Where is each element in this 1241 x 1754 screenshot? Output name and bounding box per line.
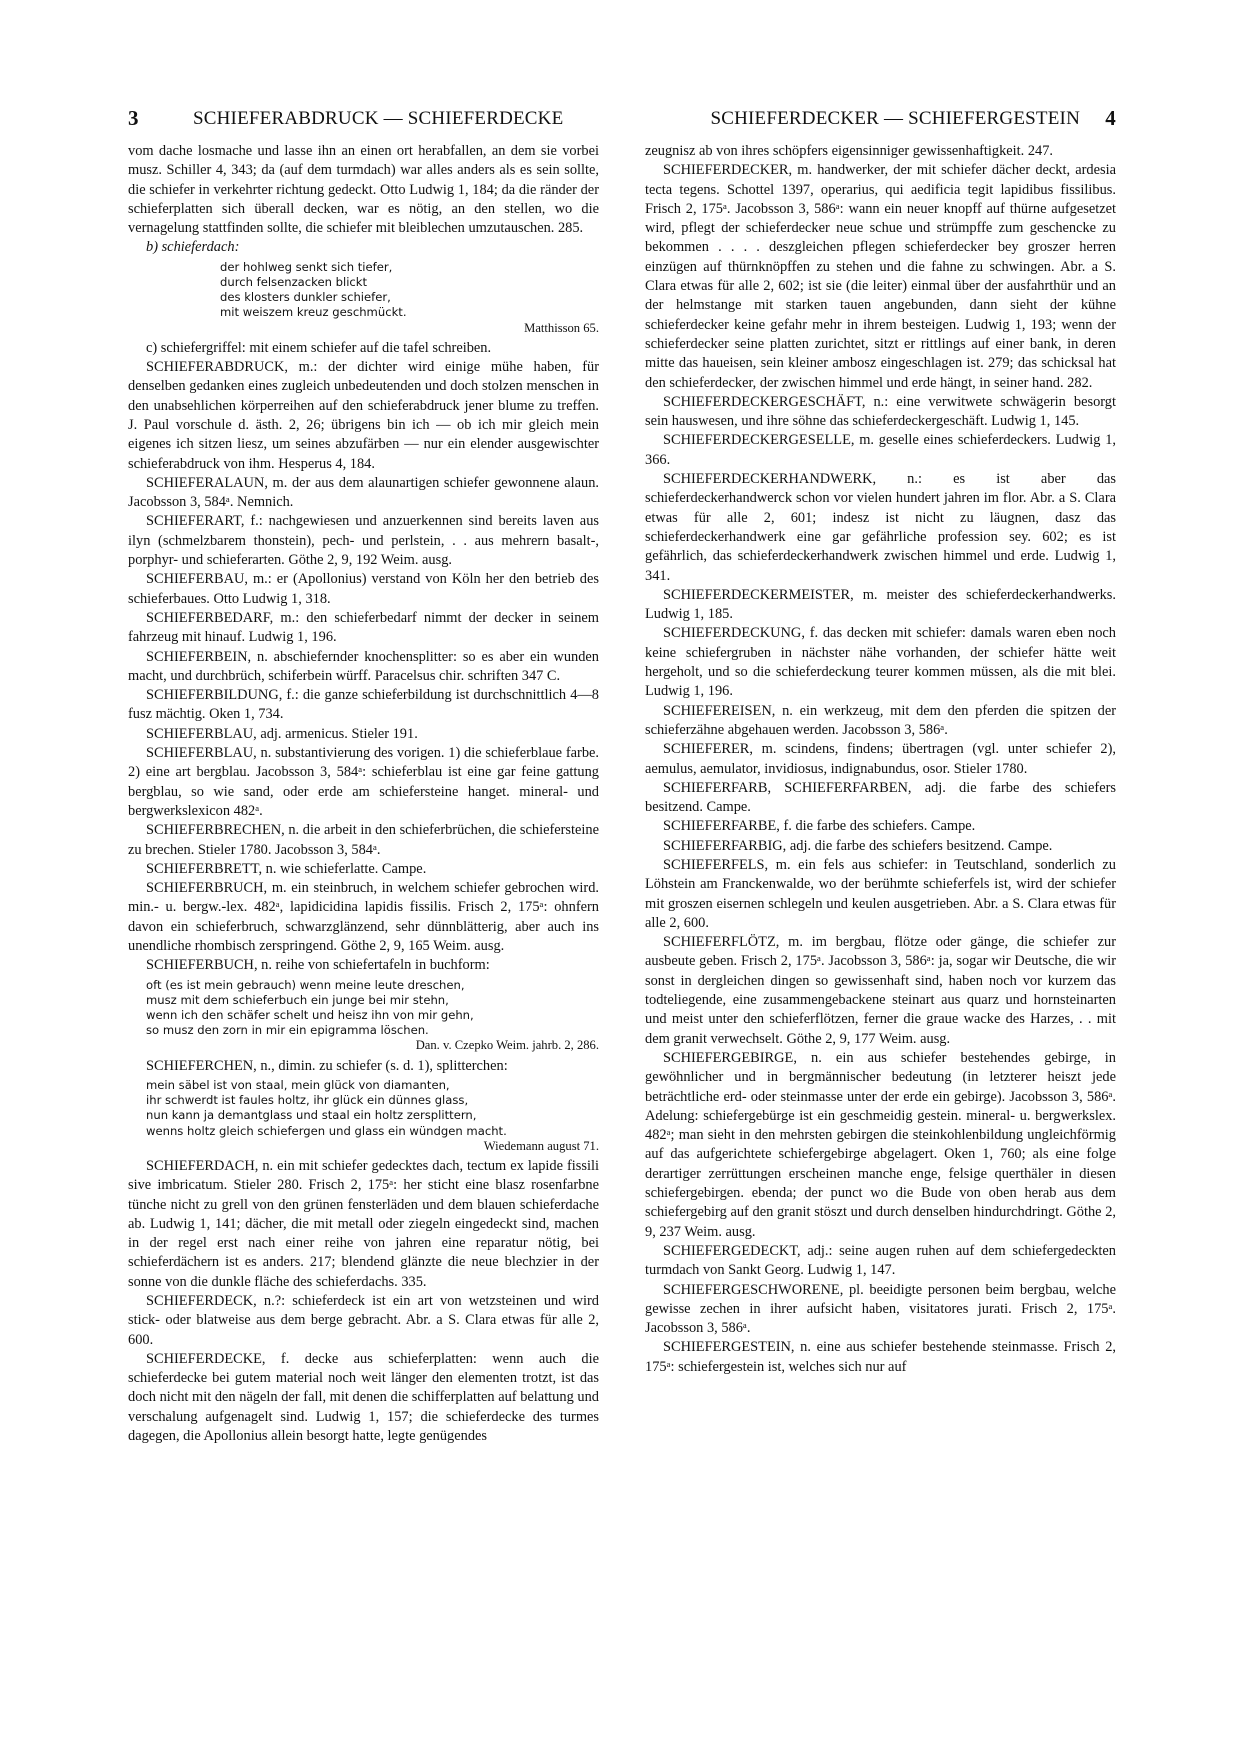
verse-line: durch felsenzacken blickt xyxy=(220,274,368,289)
entry-schieferdeckergeselle: SCHIEFERDECKERGESELLE, m. geselle eines schieferdeckers. Ludwig 1, 366. xyxy=(645,432,1116,468)
verse-line: wenn ich den schäfer schelt und heisz ihn von mir gehn, xyxy=(146,1008,474,1022)
right-column xyxy=(645,142,1116,1702)
entry-schieferchen: SCHIEFERCHEN, n., dimin. zu schiefer (s. d. 1), splitterchen: xyxy=(146,1057,508,1074)
entry-schieferbrechen: SCHIEFERBRECHEN, n. die arbeit in den schieferbrüchen, die schiefersteine zu brechen. Stieler 1780. Jacobsson 3, 584ᵃ. xyxy=(128,822,599,858)
entry-schieferer: SCHIEFERER, m. scindens, findens; übertragen (vgl. unter schiefer 2), aemulus, aemulator, invidiosus, indignabundus, osor. Stieler 1780. xyxy=(645,741,1116,777)
entry-schieferdecke: SCHIEFERDECKE, f. decke aus schieferplatten: wenn auch die schieferdecke bei gutem material noch weit länger den elementen trotzt, ist das doch nicht mit den nägeln der fall, mit denen die schifferplatten auf belattung und verschalung aufgenagelt sind. Ludwig 1, 157; die schieferdecke des turmes dagegen, die Apollonius allein besorgt hatte, legte genügendes xyxy=(128,1350,599,1445)
verse-quote-wiedemann xyxy=(146,1078,599,1154)
entry-continuation: zeugnisz ab von ihres schöpfers eigensinniger gewissenhaftigkeit. 247. xyxy=(645,143,1054,159)
left-column xyxy=(128,142,599,1702)
entry-schieferdeckerhandwerk: SCHIEFERDECKERHANDWERK, n.: es ist aber das schieferdeckerhandwerck schon vor vielen hundert jahren im flor. Abr. a S. Clara etwas für alle 2, 601; indesz ist nicht zu läugnen, dasz das schieferdeckerhandwerk eine gar gefährliche profession sey. 602; es ist gefährlich, das schieferdeckerhandwerk zwischen himmel und erde. Ludwig 1, 341. xyxy=(645,471,1116,584)
verse-line: so musz den zorn in mir ein epigramma löschen. xyxy=(146,1023,429,1038)
subsense-c: c) schiefergriffel: mit einem schiefer auf die tafel schreiben. xyxy=(146,339,492,356)
verse-source: Matthisson 65. xyxy=(524,320,599,335)
entry-schieferdeckergeschaeft: SCHIEFERDECKERGESCHÄFT, n.: eine verwitwete schwägerin besorgt sein hauswesen, und ihre söhne das schieferdeckergeschäft. Ludwig 1, 145. xyxy=(645,393,1116,430)
verse-source: Wiedemann august 71. xyxy=(483,1138,599,1153)
entry-schieferdach: SCHIEFERDACH, n. ein mit schiefer gedecktes dach, tectum ex lapide fissili sive imbricatum. Stieler 280. Frisch 2, 175ᵃ: her sticht eine blasz rosenfarbne tünche nicht zu grell von den grünen fensterläden und dem blauen schieferdache ab. Ludwig 1, 141; dächer, die mit metall oder ziegeln eingedeckt sind, machen in der regel erst nach einer reihe von jahren eine reparatur nötig, bei schieferdächern ist es anders. 217; blendend glänzte die neue blechzier in der sonne von die dunkle fläche des schieferdachs. 335. xyxy=(128,1157,599,1290)
verse-quote-czepko xyxy=(146,978,599,1054)
verse-line: nun kann ja demantglass und staal ein holtz zersplittern, xyxy=(146,1108,477,1123)
entry-schieferalaun: SCHIEFERALAUN, m. der aus dem alaunartigen schiefer gewonnene alaun. Jacobsson 3, 584ᵃ. Nemnich. xyxy=(128,474,599,511)
subsense-b: b) schieferdach: xyxy=(146,239,240,256)
left-page-number: 3 xyxy=(128,106,139,130)
left-running-title: SCHIEFERABDRUCK — SCHIEFERDECKE xyxy=(193,108,564,129)
entry-schieferfels: SCHIEFERFELS, m. ein fels aus schiefer: in Teutschland, sonderlich zu Löhstein am Franckenwalde, wo der berühmte schieferfels ist, wird der schiefer mit groszen eisernen schlegeln und keulen ausgetrieben. Abr. a S. Clara etwas für alle 2, 600. xyxy=(645,856,1116,931)
entry-schieferblau-n: SCHIEFERBLAU, n. substantivierung des vorigen. 1) die schieferblaue farbe. 2) eine art bergblau. Jacobsson 3, 584ᵃ: schieferblau ist eine gar feine gattung bergblau, so wie sand, oder erde am schiefersteine hanget. mineral- und bergwerkslexicon 482ᵃ. xyxy=(128,745,599,819)
verse-source: Dan. v. Czepko Weim. jahrb. 2, 286. xyxy=(415,1038,599,1053)
verse-line: mit weiszem kreuz geschmückt. xyxy=(220,305,407,320)
entry-schiefergedeckt: SCHIEFERGEDECKT, adj.: seine augen ruhen auf dem schiefergedeckten turmdach von Sankt Georg. Ludwig 1, 147. xyxy=(645,1242,1116,1279)
entry-schieferdeck: SCHIEFERDECK, n.?: schieferdeck ist ein art von wetzsteinen und wird stick- oder blatweise aus dem berge gebracht. Abr. a S. Clara etwas für alle 2, 600. xyxy=(128,1293,599,1348)
entry-schieferblau-adj: SCHIEFERBLAU, adj. armenicus. Stieler 191. xyxy=(146,725,418,742)
entry-schieferdeckermeister: SCHIEFERDECKERMEISTER, m. meister des schieferdeckerhandwerks. Ludwig 1, 185. xyxy=(645,586,1116,623)
entry-schieferbedarf: SCHIEFERBEDARF, m.: den schieferbedarf nimmt der decker in seinem fahrzeug mit hinauf. Ludwig 1, 196. xyxy=(128,609,599,646)
entry-schieferfloetz: SCHIEFERFLÖTZ, m. im bergbau, flötze oder gänge, die schiefer zur ausbeute geben. Frisch 2, 175ᵃ. Jacobsson 3, 586ᵃ: ja, sogar wir Deutsche, die wir sonst in dergleichen dingen so gewissenhaft sind, haben noch vor kurzem das todteliegende, eine zusammengebackene steinart aus quarz und hornsteinarten und meist unter den schieferflötzen, ferner die graue wacke des Harzes, . . mit dem granit verwechselt. Göthe 2, 9, 177 Weim. ausg. xyxy=(645,934,1116,1047)
entry-schieferbau: SCHIEFERBAU, m.: er (Apollonius) verstand von Köln her den betrieb des schieferbaues. Otto Ludwig 1, 318. xyxy=(128,571,599,607)
entry-schiefereisen: SCHIEFEREISEN, n. ein werkzeug, mit dem den pferden die spitzen der schieferzähne abgehauen werden. Jacobsson 3, 586ᵃ. xyxy=(645,702,1116,738)
verse-line: des klosters dunkler schiefer, xyxy=(220,290,391,305)
entry-schieferbruch: SCHIEFERBRUCH, m. ein steinbruch, in welchem schiefer gebrochen wird. min.- u. bergw.-lex. 482ᵃ, lapidicidina lapidis fissilis. Frisch 2, 175ᵃ: ohnfern davon ein schieferbruch, schwarzglänzend, sehr dünnblätterig, aber auch ins unendliche rhombisch zerspringend. Göthe 2, 9, 165 Weim. ausg. xyxy=(128,880,599,954)
entry-schieferdeckung: SCHIEFERDECKUNG, f. das decken mit schiefer: damals waren eben noch keine schiefergruben in nächster nähe vorhanden, der schiefer hätte weit hergeholt, und so die schieferdeckung teurer kommen müssen, als die mit blei. Ludwig 1, 196. xyxy=(645,625,1116,700)
verse-quote-matthisson xyxy=(220,260,599,336)
page-header xyxy=(128,106,1116,136)
verse-line: der hohlweg senkt sich tiefer, xyxy=(220,259,393,274)
entry-schieferfarb: SCHIEFERFARB, SCHIEFERFARBEN, adj. die farbe des schiefers besitzend. Campe. xyxy=(645,779,1116,816)
entry-schieferbein: SCHIEFERBEIN, n. abschiefernder knochensplitter: so es aber ein wunden macht, und durchbrüch, schiferbein würff. Paracelsus chir. schriften 347 C. xyxy=(128,648,599,684)
right-running-title: SCHIEFERDECKER — SCHIEFERGESTEIN xyxy=(710,108,1080,129)
entry-schieferart: SCHIEFERART, f.: nachgewiesen und anzuerkennen sind bereits laven aus ilyn (schmelzbarem thonstein), pech- und perlstein, . . aus mehrern basalt-, porphyr- und schieferarten. Göthe 2, 9, 192 Weim. ausg. xyxy=(128,513,599,569)
entry-continuation: vom dache losmache und lasse ihn an einen ort herabfallen, an dem sie vorbei musz. Schiller 4, 343; da (auf dem turmdach) war alles anders als es sein sollte, die schiefer in verkehrter richtung gedeckt. Otto Ludwig 1, 184; da die ränder der schieferplatten sich überall decken, war es nötig, an den stellen, wo die vernagelung stattfinden sollte, die schiefer mit bleiblechen umzutauschen. 285. xyxy=(128,143,599,237)
verse-line: mein säbel ist von staal, mein glück von diamanten, xyxy=(146,1077,450,1092)
verse-line: ihr schwerdt ist faules holtz, ihr glück ein dünnes glass, xyxy=(146,1093,469,1108)
verse-line: wenns holtz gleich schiefergen und glass ein wündgen macht. xyxy=(146,1123,507,1138)
entry-schieferfarbig: SCHIEFERFARBIG, adj. die farbe des schiefers besitzend. Campe. xyxy=(663,837,1053,854)
entry-schieferabdruck: SCHIEFERABDRUCK, m.: der dichter wird einige mühe haben, für denselben gedanken eines zugleich unbedeutenden und doch stolzen menschen in den unabsehlichen körperreihen auf den schieferabdruck jener blume zu treffen. J. Paul vorschule d. ästh. 2, 26; übrigens bin ich — ob ich mir gleich mein eigenes ich sitzen liesz, um seines abzufärben — nur ein elender ausgewischter schieferabdruck von ihm. Hesperus 4, 184. xyxy=(128,359,599,472)
entry-schieferfarbe: SCHIEFERFARBE, f. die farbe des schiefers. Campe. xyxy=(663,818,976,835)
verse-line: musz mit dem schieferbuch ein junge bei mir stehn, xyxy=(146,992,449,1007)
verse-line: oft (es ist mein gebrauch) wenn meine leute dreschen, xyxy=(146,977,465,992)
entry-schiefergebirge: SCHIEFERGEBIRGE, n. ein aus schiefer bestehendes gebirge, in gewöhnlicher und in bergmännischer bedeutung (in letzterer heiszt jede beträchtliche erd- oder steinmasse unter der erde ein gebirge). Jacobsson 3, 586ᵃ. Adelung: schiefergebürge ist ein geschmeidig gestein. mineral- u. bergwerkslex. 482ᵃ; man sieht in den mehrsten gebirgen die steinkohlenbildung ungleichförmig auf das aufgerichtete schiefergebirge abgelagert. Oken 1, 760; als eine folge derartiger zerrüttungen erscheinen manche enge, felsige querthäler in diesen schiefergebirgen. ebenda; der punct wo die Bude von oben herab aus dem schiefergebirg auf den granit stöszt und durch denselben hindurchdringt. Göthe 2, 9, 237 Weim. ausg. xyxy=(645,1049,1116,1240)
entry-schieferbuch: SCHIEFERBUCH, n. reihe von schiefertafeln in buchform: xyxy=(146,957,490,974)
entry-schiefergeschworene: SCHIEFERGESCHWORENE, pl. beeidigte personen beim bergbau, welche gewisse zechen in ihrer aufsicht haben, visitatores jurati. Frisch 2, 175ᵃ. Jacobsson 3, 586ᵃ. xyxy=(645,1281,1116,1337)
entry-schiefergestein: SCHIEFERGESTEIN, n. eine aus schiefer bestehende steinmasse. Frisch 2, 175ᵃ: schiefergestein ist, welches sich nur auf xyxy=(645,1339,1116,1375)
entry-schieferbrett: SCHIEFERBRETT, n. wie schieferlatte. Campe. xyxy=(146,860,427,877)
entry-schieferdecker: SCHIEFERDECKER, m. handwerker, der mit schiefer dächer deckt, ardesia tecta tegens. Schottel 1397, operarius, qui aedificia tegit lapidibus fissilibus. Frisch 2, 175ᵃ. Jacobsson 3, 586ᵃ: wann ein neuer knopff auf thürne aufgesetzet wird, pflegt der schieferdecker neue schue und strümpffe zum geschencke zu bekommen . . . . deszgleichen pflegen schieferdecker bey groszer herren einzügen auf thürnknöpffen zu stehen und die fahne zu schwingen. Abr. a S. Clara etwas für alle 2, 602; ist sie (die leiter) einmal über der ausfahrthür und an der helmstange mit starken tauen angebunden, dann sieht der kühne schieferdecker keine gefahr mehr in ihrem besteigen. Ludwig 1, 193; wenn der schieferdecker seine platten zurichtet, sitzt er rittlings auf einer bank, in deren mitte das haueisen, sein kleiner ambosz eingeschlagen ist. 279; das schicksal hat den schieferdecker, der zwischen himmel und erde hängt, in seiner hand. 282. xyxy=(645,162,1116,391)
entry-schieferbildung: SCHIEFERBILDUNG, f.: die ganze schieferbildung ist durchschnittlich 4—8 fusz mächtig. Oken 1, 734. xyxy=(128,687,599,723)
right-page-number: 4 xyxy=(1105,106,1116,130)
